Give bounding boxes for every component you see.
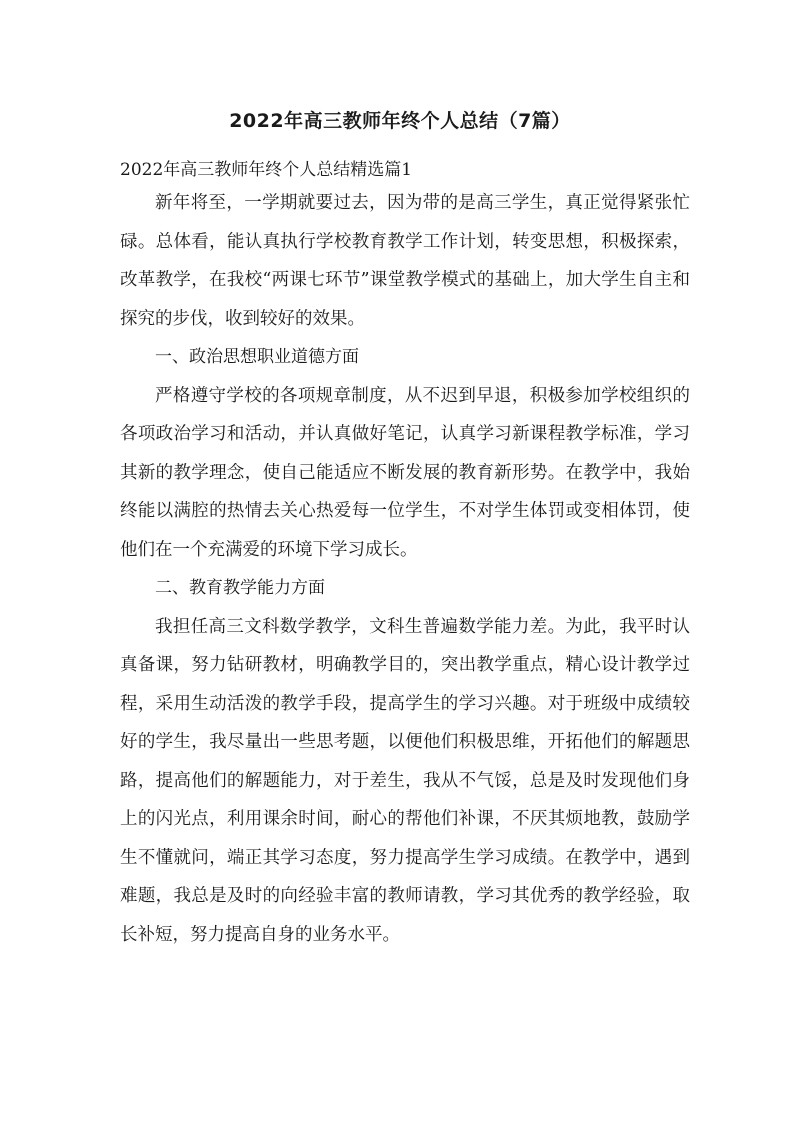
paragraph-teaching: 我担任高三文科数学教学，文科生普遍数学能力差。为此，我平时认真备课，努力钻研教材，明确教学目的，突出教学重点，精心设计教学过程，采用生动活泼的教学手段，提高学生的学习兴趣。对于班级中成绩较好的学生，我尽量出一些思考题，以便他们积极思维，开拓他们的解题思路，提高他们的解题能力，对于差生，我从不气馁，总是及时发现他们身上的闪光点，利用课余时间，耐心的帮他们补课，不厌其烦地教，鼓励学生不懂就问，端正其学习态度，努力提高学生学习成绩。在教学中，遇到难题，我总是及时的向经验丰富的教师请教，学习其优秀的教学经验，取长补短，努力提高自身的业务水平。 — [120, 616, 690, 945]
section-heading-teaching: 二、教育教学能力方面 — [155, 578, 325, 598]
section-heading-political: 一、政治思想职业道德方面 — [155, 347, 359, 367]
paragraph-intro: 新年将至，一学期就要过去，因为带的是高三学生，真正觉得紧张忙碌。总体看，能认真执行学校教育教学工作计划，转变思想，积极探索，改革教学，在我校“两课七环节”课堂教学模式的基础上，加大学生自主和探究的步伐，收到较好的效果。 — [120, 193, 690, 329]
paragraph-political: 严格遵守学校的各项规章制度，从不迟到早退，积极参加学校组织的各项政治学习和活动，并认真做好笔记，认真学习新课程教学标准，学习其新的教学理念，使自己能适应不断发展的教育新形势。在教学中，我始终能以满腔的热情去关心热爱每一位学生，不对学生体罚或变相体罚，使他们在一个充满爱的环境下学习成长。 — [120, 385, 690, 560]
document-body — [120, 184, 690, 954]
document-title: 2022年高三教师年终个人总结（7篇） — [229, 110, 571, 132]
document-subtitle: 2022年高三教师年终个人总结精选篇1 — [120, 160, 413, 180]
